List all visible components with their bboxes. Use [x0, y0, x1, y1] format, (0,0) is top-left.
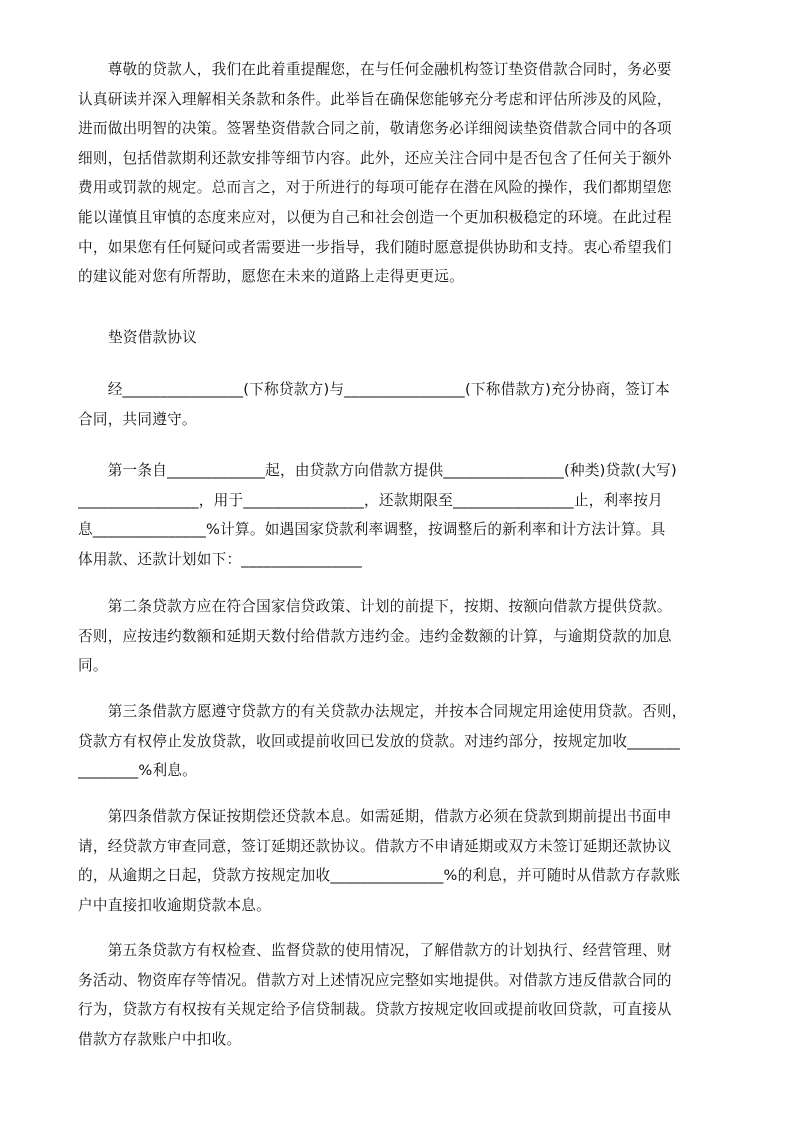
agreement-title: 垫资借款协议	[108, 329, 198, 346]
notice-line-2: 认真研读并深入理解相关条款和条件。此举旨在确保您能够充分考虑和评估所涉及的风险，	[78, 90, 672, 108]
notice-line-6: 能以谨慎且审慎的态度来应对，以便为自己和社会创造一个更加积极稳定的环境。在此过程	[78, 208, 672, 226]
preamble-paragraph	[78, 375, 730, 434]
article-4-paragraph	[78, 802, 730, 920]
preamble-line-1: 经________________(下称贷款方)与________________(下称借款方)充分协商，签订本	[78, 381, 670, 398]
article-2-paragraph	[78, 592, 730, 681]
article-5-line-3: 行为，贷款方有权按有关规定给予信贷制裁。贷款方按规定收回或提前收回贷款，可直接从	[78, 1001, 672, 1019]
notice-line-3: 进而做出明智的决策。签署垫资借款合同之前，敬请您务必详细阅读垫资借款合同中的各项	[78, 120, 672, 138]
article-4-line-4: 户中直接扣收逾期贷款本息。	[78, 896, 271, 914]
article-5-line-2: 务活动、物资库存等情况。借款方对上述情况应完整如实地提供。对借款方违反借款合同的	[78, 971, 672, 989]
notice-line-5: 费用或罚款的规定。总而言之，对于所进行的每项可能存在潜在风险的操作，我们都期望您	[78, 179, 672, 197]
notice-paragraph	[78, 55, 730, 292]
notice-line-4: 细则，包括借款期利还款安排等细节内容。此外，还应关注合同中是否包含了任何关于额外	[78, 149, 672, 167]
article-3-line-3: ________%利息。	[78, 762, 198, 780]
article-1-line-2: ________________，用于________________，还款期限至________________止，利率按月	[78, 491, 663, 509]
article-1-line-4: 体用款、还款计划如下：________________	[78, 550, 363, 568]
article-4-line-1: 第四条借款方保证按期偿还贷款本息。如需延期，借款方必须在贷款到期前提出书面申	[78, 808, 672, 825]
article-5-paragraph	[78, 936, 730, 1054]
article-2-line-3: 同。	[78, 657, 108, 675]
notice-line-8: 的建议能对您有所帮助，愿您在未来的道路上走得更更远。	[78, 268, 464, 286]
article-3-line-1: 第三条借款方愿遵守贷款方的有关贷款办法规定，并按本合同规定用途使用贷款。否则，	[78, 703, 687, 720]
article-1-line-1: 第一条自_____________起，由贷款方向借款方提供________________(种类)贷款(大写)	[78, 462, 677, 479]
article-3-paragraph	[78, 697, 730, 786]
notice-line-7: 中，如果您有任何疑问或者需要进一步指导，我们随时愿意提供协助和支持。衷心希望我们	[78, 238, 672, 256]
article-5-line-1: 第五条贷款方有权检查、监督贷款的使用情况，了解借款方的计划执行、经营管理、财	[78, 942, 672, 959]
article-2-line-2: 否则，应按违约数额和延期天数付给借款方违约金。违约金数额的计算，与逾期贷款的加息	[78, 627, 672, 645]
notice-line-1: 尊敬的贷款人，我们在此着重提醒您，在与任何金融机构签订垫资借款合同时，务必要	[78, 61, 672, 78]
article-1-line-3: 息_______________%计算。如遇国家贷款利率调整，按调整后的新利率和计方法计算。具	[78, 521, 666, 539]
article-5-line-4: 借款方存款账户中扣收。	[78, 1030, 242, 1048]
article-2-line-1: 第二条贷款方应在符合国家信贷政策、计划的前提下，按期、按额向借款方提供贷款。	[78, 598, 672, 615]
preamble-line-2: 合同，共同遵守。	[78, 410, 197, 428]
article-4-line-2: 请，经贷款方审查同意，签订延期还款协议。借款方不申请延期或双方未签订延期还款协议	[78, 837, 672, 855]
article-3-line-2: 贷款方有权停止发放贷款，收回或提前收回已发放的贷款。对违约部分，按规定加收_______	[78, 732, 681, 750]
article-4-line-3: 的，从逾期之日起，贷款方按规定加收_______________%的利息，并可随时从借款方存款账	[78, 867, 681, 885]
article-1-paragraph	[78, 456, 730, 574]
